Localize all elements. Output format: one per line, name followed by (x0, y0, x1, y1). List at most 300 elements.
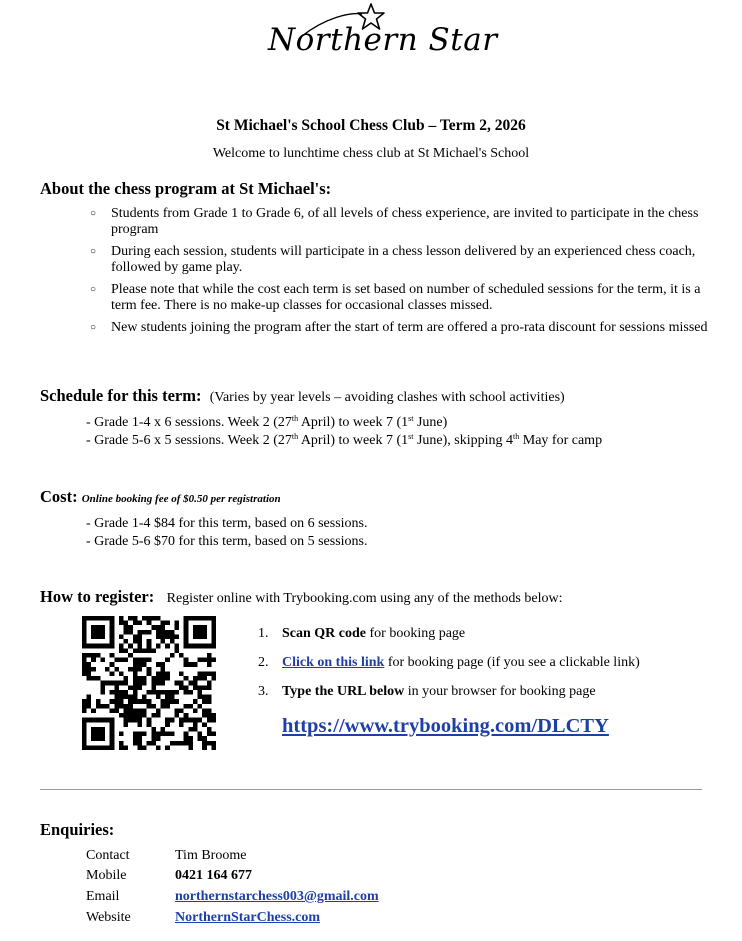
bullet-icon: ○ (90, 322, 97, 333)
qr-module (119, 704, 124, 709)
qr-module (110, 639, 115, 644)
qr-module (91, 745, 96, 750)
qr-module (96, 732, 101, 737)
qr-module (174, 648, 179, 653)
schedule-heading: Schedule for this term: (Varies by year levels – avoiding clashes with school activities) (40, 386, 565, 405)
qr-module (142, 745, 147, 750)
qr-module (156, 644, 161, 649)
qr-module (133, 690, 138, 695)
qr-module (202, 695, 207, 700)
qr-module (211, 621, 216, 626)
qr-module (128, 699, 133, 704)
qr-module (82, 741, 87, 746)
qr-module (184, 662, 189, 667)
qr-module (161, 704, 166, 709)
qr-module (133, 634, 138, 639)
qr-module (165, 745, 170, 750)
qr-module (147, 648, 152, 653)
qr-module (198, 690, 203, 695)
qr-module (202, 616, 207, 621)
qr-module (110, 616, 115, 621)
qr-module (91, 708, 96, 713)
qr-module (96, 727, 101, 732)
qr-module (100, 634, 105, 639)
list-item: 1. Scan QR code for booking page (258, 626, 466, 641)
qr-module (91, 667, 96, 672)
qr-module (184, 704, 189, 709)
qr-module (110, 644, 115, 649)
register-heading: How to register: Register online with Trybooking.com using any of the methods below: (40, 587, 563, 606)
qr-module (114, 699, 119, 704)
qr-module (114, 708, 119, 713)
qr-module (188, 662, 193, 667)
qr-module (151, 736, 156, 741)
qr-module (165, 658, 170, 663)
qr-module (87, 653, 92, 658)
qr-module (188, 681, 193, 686)
qr-module (161, 634, 166, 639)
qr-module (133, 621, 138, 626)
qr-module (82, 722, 87, 727)
qr-module (188, 727, 193, 732)
qr-module (156, 681, 161, 686)
qr-module (147, 644, 152, 649)
qr-module (174, 741, 179, 746)
qr-module (147, 639, 152, 644)
qr-module (156, 662, 161, 667)
qr-module (179, 653, 184, 658)
qr-module (198, 685, 203, 690)
qr-module (188, 644, 193, 649)
qr-module (82, 736, 87, 741)
qr-module (211, 676, 216, 681)
qr-module (142, 648, 147, 653)
qr-module (96, 653, 101, 658)
cost-note: Online booking fee of $0.50 per registration (81, 493, 281, 505)
qr-module (128, 630, 133, 635)
qr-module (133, 616, 138, 621)
qr-module (188, 704, 193, 709)
qr-module (110, 708, 115, 713)
qr-module (124, 676, 129, 681)
qr-module (161, 625, 166, 630)
qr-module (156, 732, 161, 737)
qr-module (184, 644, 189, 649)
qr-module (82, 662, 87, 667)
qr-module (100, 644, 105, 649)
qr-module (110, 634, 115, 639)
qr-module (137, 736, 142, 741)
mobile-number[interactable]: 0421 164 677 (175, 868, 252, 883)
qr-module (128, 708, 133, 713)
qr-module (170, 699, 175, 704)
qr-module (211, 625, 216, 630)
qr-module (128, 625, 133, 630)
qr-module (128, 685, 133, 690)
qr-module (151, 625, 156, 630)
qr-module (207, 658, 212, 663)
qr-module (137, 708, 142, 713)
qr-module (193, 676, 198, 681)
qr-module (96, 634, 101, 639)
qr-module (211, 713, 216, 718)
qr-module (87, 671, 92, 676)
qr-module (161, 681, 166, 686)
qr-module (100, 718, 105, 723)
qr-module (179, 708, 184, 713)
qr-module (133, 732, 138, 737)
qr-module (179, 671, 184, 676)
qr-module (184, 718, 189, 723)
qr-module (110, 736, 115, 741)
qr-module (96, 736, 101, 741)
qr-module (82, 699, 87, 704)
bullet-icon: ○ (90, 208, 97, 219)
qr-code[interactable] (82, 616, 216, 750)
qr-module (133, 695, 138, 700)
qr-module (124, 681, 129, 686)
qr-module (161, 630, 166, 635)
qr-module (137, 681, 142, 686)
qr-module (147, 616, 152, 621)
qr-module (137, 741, 142, 746)
qr-module (161, 671, 166, 676)
qr-module (161, 727, 166, 732)
qr-module (193, 644, 198, 649)
schedule-line-grade-5-6: - Grade 5-6 x 5 sessions. Week 2 (27th April) to week 7 (1st June), skipping 4th May for camp (86, 432, 603, 448)
register-note: Register online with Trybooking.com using any of the methods below: (166, 591, 563, 606)
qr-module (91, 736, 96, 741)
qr-module (202, 676, 207, 681)
qr-module (82, 667, 87, 672)
qr-module (91, 732, 96, 737)
bullet-icon: ○ (90, 284, 97, 295)
qr-module (170, 718, 175, 723)
schedule-line-grade-1-4: - Grade 1-4 x 6 sessions. Week 2 (27th April) to week 7 (1st June) (86, 414, 448, 430)
qr-module (128, 644, 133, 649)
qr-module (161, 662, 166, 667)
qr-module (147, 658, 152, 663)
qr-module (202, 745, 207, 750)
qr-module (87, 667, 92, 672)
qr-module (165, 671, 170, 676)
qr-module (133, 708, 138, 713)
qr-module (193, 630, 198, 635)
qr-module (202, 736, 207, 741)
list-item: ○ New students joining the program after the start of term are offered a pro-rata discount for sessions missed (90, 320, 708, 335)
qr-module (156, 713, 161, 718)
qr-module (119, 713, 124, 718)
qr-module (165, 718, 170, 723)
qr-module (184, 616, 189, 621)
qr-module (128, 667, 133, 672)
qr-module (137, 699, 142, 704)
qr-module (161, 667, 166, 672)
qr-module (211, 658, 216, 663)
qr-module (184, 621, 189, 626)
qr-module (87, 695, 92, 700)
qr-module (137, 648, 142, 653)
qr-module (151, 732, 156, 737)
qr-module (147, 704, 152, 709)
qr-module (207, 727, 212, 732)
qr-module (184, 690, 189, 695)
qr-module (207, 653, 212, 658)
qr-module (147, 690, 152, 695)
qr-module (96, 616, 101, 621)
qr-module (188, 690, 193, 695)
qr-module (128, 718, 133, 723)
qr-module (119, 658, 124, 663)
qr-module (110, 621, 115, 626)
website-row: Website NorthernStarChess.com (86, 910, 321, 925)
qr-module (137, 676, 142, 681)
qr-module (119, 745, 124, 750)
qr-module (198, 625, 203, 630)
qr-module (110, 722, 115, 727)
qr-module (165, 644, 170, 649)
qr-module (165, 630, 170, 635)
qr-module (82, 616, 87, 621)
qr-module (193, 708, 198, 713)
qr-module (128, 704, 133, 709)
qr-module (114, 690, 119, 695)
qr-module (193, 616, 198, 621)
booking-link[interactable]: Click on this link (282, 655, 385, 670)
qr-module (165, 732, 170, 737)
qr-module (151, 704, 156, 709)
qr-module (142, 616, 147, 621)
qr-module (133, 681, 138, 686)
qr-module (124, 713, 129, 718)
qr-module (133, 671, 138, 676)
qr-module (114, 658, 119, 663)
qr-module (124, 630, 129, 635)
qr-module (211, 634, 216, 639)
qr-module (119, 671, 124, 676)
qr-module (82, 625, 87, 630)
qr-module (82, 653, 87, 658)
qr-module (137, 667, 142, 672)
qr-module (124, 708, 129, 713)
qr-module (137, 639, 142, 644)
qr-module (82, 745, 87, 750)
qr-module (124, 718, 129, 723)
page-subtitle: Welcome to lunchtime chess club at St Michael's School (212, 146, 530, 161)
qr-module (147, 667, 152, 672)
qr-module (105, 704, 110, 709)
qr-module (110, 699, 115, 704)
qr-module (119, 644, 124, 649)
qr-module (165, 704, 170, 709)
qr-module (207, 685, 212, 690)
schedule-note: (Varies by year levels – avoiding clashes with school activities) (209, 390, 565, 405)
qr-module (110, 662, 115, 667)
qr-module (87, 718, 92, 723)
about-heading: About the chess program at St Michael's: (40, 179, 332, 198)
qr-module (110, 625, 115, 630)
qr-module (114, 667, 119, 672)
qr-module (179, 722, 184, 727)
qr-module (82, 630, 87, 635)
qr-module (207, 713, 212, 718)
qr-module (105, 616, 110, 621)
booking-url-link[interactable]: https://www.trybooking.com/DLCTY (282, 715, 609, 737)
qr-module (82, 727, 87, 732)
qr-module (137, 713, 142, 718)
qr-module (124, 625, 129, 630)
qr-module (110, 681, 115, 686)
qr-module (100, 745, 105, 750)
qr-module (133, 718, 138, 723)
qr-module (184, 639, 189, 644)
qr-module (188, 718, 193, 723)
qr-module (188, 736, 193, 741)
qr-module (184, 676, 189, 681)
qr-module (110, 718, 115, 723)
qr-module (156, 634, 161, 639)
page-title: St Michael's School Chess Club – Term 2, 2026 (216, 117, 526, 134)
qr-module (128, 713, 133, 718)
qr-module (147, 741, 152, 746)
qr-module (100, 732, 105, 737)
email-link[interactable]: northernstarchess003@gmail.com (175, 889, 379, 904)
qr-module (128, 616, 133, 621)
qr-module (151, 690, 156, 695)
qr-module (198, 630, 203, 635)
logo-text: Northern Star (268, 22, 498, 58)
qr-module (133, 741, 138, 746)
qr-module (170, 690, 175, 695)
qr-module (156, 690, 161, 695)
qr-module (142, 732, 147, 737)
divider (40, 789, 702, 790)
qr-module (119, 621, 124, 626)
qr-module (110, 741, 115, 746)
qr-module (179, 718, 184, 723)
qr-module (91, 718, 96, 723)
qr-module (156, 745, 161, 750)
qr-module (142, 695, 147, 700)
qr-module (198, 736, 203, 741)
qr-module (82, 732, 87, 737)
qr-module (91, 727, 96, 732)
qr-module (151, 676, 156, 681)
qr-module (110, 732, 115, 737)
qr-module (184, 741, 189, 746)
qr-module (207, 616, 212, 621)
qr-module (207, 699, 212, 704)
list-item: ○ Students from Grade 1 to Grade 6, of all levels of chess experience, are invited to participate in the chess program (90, 206, 699, 237)
qr-module (193, 685, 198, 690)
qr-module (142, 708, 147, 713)
qr-module (207, 718, 212, 723)
qr-module (174, 644, 179, 649)
qr-module (174, 699, 179, 704)
qr-module (207, 681, 212, 686)
qr-module (82, 644, 87, 649)
qr-module (151, 616, 156, 621)
qr-module (124, 745, 129, 750)
qr-module (198, 644, 203, 649)
qr-module (151, 713, 156, 718)
qr-module (179, 741, 184, 746)
qr-module (193, 722, 198, 727)
qr-module (193, 699, 198, 704)
qr-module (137, 722, 142, 727)
qr-module (82, 718, 87, 723)
qr-module (137, 658, 142, 663)
qr-module (165, 621, 170, 626)
qr-module (147, 722, 152, 727)
qr-module (105, 644, 110, 649)
qr-module (124, 621, 129, 626)
qr-module (133, 736, 138, 741)
qr-module (174, 625, 179, 630)
qr-module (202, 685, 207, 690)
qr-module (174, 634, 179, 639)
qr-module (119, 695, 124, 700)
qr-module (184, 732, 189, 737)
qr-module (202, 699, 207, 704)
website-link[interactable]: NorthernStarChess.com (175, 910, 321, 925)
qr-module (114, 681, 119, 686)
qr-module (133, 699, 138, 704)
qr-module (165, 676, 170, 681)
register-steps (258, 626, 728, 713)
qr-module (170, 741, 175, 746)
qr-module (211, 644, 216, 649)
qr-module (207, 708, 212, 713)
qr-module (100, 625, 105, 630)
qr-module (91, 658, 96, 663)
qr-module (156, 630, 161, 635)
qr-module (91, 644, 96, 649)
qr-module (198, 704, 203, 709)
list-item: ○ During each session, students will participate in a chess lesson delivered by an experienced chess coach, followed by game play. (90, 244, 696, 275)
qr-module (96, 676, 101, 681)
cost-line: - Grade 5-6 $70 for this term, based on 5 sessions. (86, 534, 368, 549)
qr-module (114, 704, 119, 709)
qr-module (96, 625, 101, 630)
qr-module (211, 639, 216, 644)
qr-module (147, 621, 152, 626)
qr-module (82, 658, 87, 663)
qr-module (193, 662, 198, 667)
bullet-icon: ○ (90, 246, 97, 257)
qr-module (193, 634, 198, 639)
qr-module (96, 745, 101, 750)
qr-module (147, 671, 152, 676)
mobile-row: Mobile 0421 164 677 (86, 868, 252, 883)
qr-module (100, 616, 105, 621)
qr-module (91, 616, 96, 621)
qr-module (137, 644, 142, 649)
qr-module (184, 685, 189, 690)
qr-module (100, 704, 105, 709)
qr-module (119, 616, 124, 621)
qr-module (151, 648, 156, 653)
qr-module (119, 732, 124, 737)
qr-module (110, 745, 115, 750)
qr-module (133, 667, 138, 672)
qr-module (128, 653, 133, 658)
qr-module (96, 704, 101, 709)
list-item: 2. Click on this link for booking page (if you see a clickable link) (258, 655, 640, 670)
qr-module (211, 732, 216, 737)
qr-module (100, 685, 105, 690)
cost-line: - Grade 1-4 $84 for this term, based on 6 sessions. (86, 516, 368, 531)
